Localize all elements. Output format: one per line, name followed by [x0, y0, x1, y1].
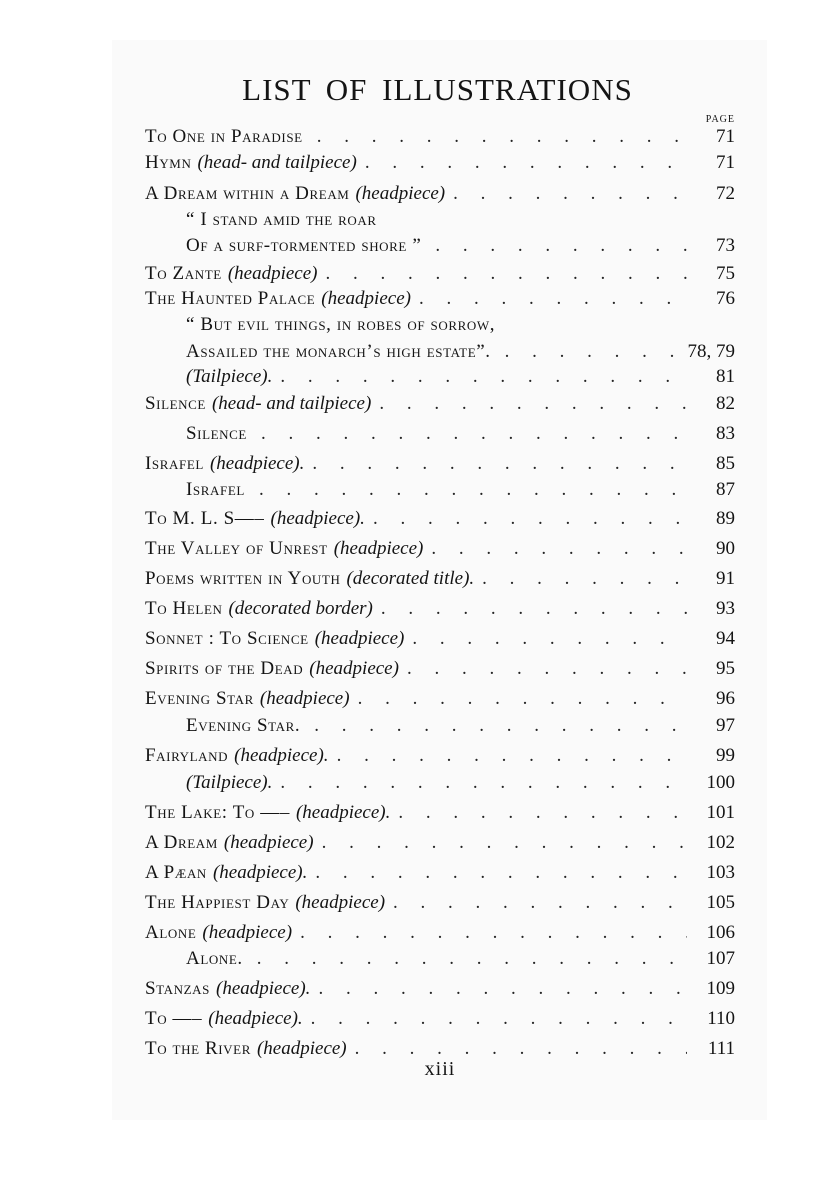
- entry-note: (headpiece): [314, 628, 405, 649]
- dot-leader: [505, 340, 680, 364]
- toc-entry: [186, 313, 735, 337]
- toc-entry: [145, 831, 735, 855]
- dot-leader: [318, 977, 687, 1001]
- entry-title: Poems written in Youth: [145, 568, 341, 589]
- entry-page-number: 90: [716, 538, 735, 559]
- entry-page-number: 110: [707, 1008, 735, 1029]
- dot-leader: [365, 151, 687, 175]
- dot-leader: [358, 687, 687, 711]
- entry-title: Silence: [145, 393, 206, 414]
- entry-note: (headpiece): [295, 892, 386, 913]
- toc-entry: [186, 365, 735, 389]
- entry-title: Silence: [186, 423, 247, 444]
- entry-page-number: 100: [706, 772, 735, 793]
- dot-leader: [337, 744, 687, 768]
- toc-entry: [145, 597, 735, 621]
- entry-note: (headpiece): [321, 288, 411, 309]
- entry-note: (headpiece): [256, 1038, 347, 1059]
- dot-leader: [381, 597, 687, 621]
- toc-entry: [145, 1007, 735, 1031]
- entry-note: (headpiece).: [216, 978, 311, 999]
- entry-title: The Happiest Day: [145, 892, 290, 913]
- toc-entry: [145, 801, 735, 825]
- dot-leader: [482, 567, 687, 591]
- toc-entry: [145, 977, 735, 1001]
- entry-title: A Pæan: [145, 862, 207, 883]
- page-number: xiii: [424, 1058, 456, 1080]
- entry-title: A Dream within a Dream: [145, 183, 350, 204]
- toc-entry: [145, 687, 735, 711]
- dot-leader: [453, 182, 687, 206]
- dot-leader: [419, 287, 687, 311]
- toc-entry: [145, 861, 735, 885]
- toc-entry: [145, 287, 735, 311]
- entry-title: The Lake: To —–: [145, 802, 290, 823]
- entry-page-number: 105: [706, 892, 735, 913]
- entry-page-number: 83: [716, 423, 735, 444]
- entry-page-number: 109: [706, 978, 735, 999]
- entry-title: To Helen: [145, 598, 223, 619]
- dot-leader: [431, 537, 687, 561]
- toc-entry: [145, 507, 735, 531]
- toc-entry: [145, 182, 735, 206]
- entry-note: (headpiece).: [208, 1008, 303, 1029]
- toc-entry: [145, 627, 735, 651]
- entry-title: A Dream: [145, 832, 218, 853]
- entry-note: (headpiece): [202, 922, 293, 943]
- entry-title: Alone.: [186, 948, 243, 969]
- entry-page-number: 89: [716, 508, 735, 529]
- dot-leader: [412, 627, 687, 651]
- entry-page-number: 111: [707, 1038, 735, 1059]
- entry-title: Fairyland: [145, 745, 229, 766]
- entry-page-number: 91: [716, 568, 735, 589]
- dot-leader: [280, 365, 687, 389]
- entry-note: (headpiece).: [209, 453, 305, 474]
- page-title: LIST OF ILLUSTRATIONS: [242, 72, 633, 107]
- entry-note: (decorated border): [228, 598, 373, 619]
- entry-title: Hymn: [145, 152, 192, 173]
- toc-entry: [186, 422, 735, 446]
- entry-title: “ I stand amid the roar: [186, 209, 377, 230]
- dot-leader: [322, 831, 687, 855]
- dot-leader: [325, 262, 687, 286]
- dot-leader: [435, 234, 687, 258]
- entry-page-number: 87: [716, 479, 735, 500]
- dot-leader: [393, 891, 687, 915]
- dot-leader: [373, 507, 687, 531]
- entry-note: (headpiece): [333, 538, 424, 559]
- dot-leader: [379, 392, 687, 416]
- entry-title: Israfel: [186, 479, 245, 500]
- entry-page-number: 71: [716, 152, 735, 173]
- toc-entry: [186, 234, 735, 258]
- entry-page-number: 71: [716, 126, 735, 147]
- dot-leader: [280, 771, 687, 795]
- entry-title: Evening Star.: [186, 715, 301, 736]
- entry-note: (headpiece).: [270, 508, 365, 529]
- entry-page-number: 78, 79: [687, 341, 735, 362]
- entry-note: (Tailpiece).: [186, 772, 273, 793]
- entry-page-number: 82: [716, 393, 735, 414]
- entry-title: The Valley of Unrest: [145, 538, 328, 559]
- entry-title: To One in Paradise: [145, 126, 303, 147]
- dot-leader: [312, 452, 687, 476]
- entry-page-number: 103: [706, 862, 735, 883]
- toc-entry: [186, 714, 735, 738]
- entry-title: Alone: [145, 922, 197, 943]
- entry-title: Evening Star: [145, 688, 254, 709]
- entry-page-number: 76: [716, 288, 735, 309]
- dot-leader: [257, 947, 687, 971]
- entry-page-number: 97: [716, 715, 735, 736]
- entry-page-number: 99: [716, 745, 735, 766]
- dot-leader: [259, 478, 687, 502]
- dot-leader: [315, 861, 687, 885]
- toc-entry: [145, 537, 735, 561]
- toc-entry: [145, 657, 735, 681]
- dot-leader: [261, 422, 687, 446]
- entry-title: Stanzas: [145, 978, 211, 999]
- toc-entry: [145, 262, 735, 286]
- dot-leader: [314, 714, 687, 738]
- toc-entry: [186, 947, 735, 971]
- entry-page-number: 85: [716, 453, 735, 474]
- entry-note: (headpiece).: [212, 862, 308, 883]
- toc-entry: [145, 921, 735, 945]
- toc-entry: [186, 208, 735, 232]
- toc-entry: [145, 567, 735, 591]
- entry-title: Israfel: [145, 453, 204, 474]
- dot-leader: [398, 801, 687, 825]
- entry-page-number: 96: [716, 688, 735, 709]
- entry-page-number: 102: [706, 832, 735, 853]
- entry-page-number: 73: [716, 235, 735, 256]
- dot-leader: [300, 921, 687, 945]
- entry-note: (Tailpiece).: [186, 366, 273, 387]
- entry-note: (headpiece): [309, 658, 399, 679]
- toc-entry: [145, 151, 735, 175]
- dot-leader: [317, 125, 687, 149]
- entry-note: (headpiece): [227, 263, 318, 284]
- toc-entry: [145, 125, 735, 149]
- entry-note: (headpiece).: [295, 802, 391, 823]
- toc-entry: [145, 891, 735, 915]
- entry-title: Spirits of the Dead: [145, 658, 304, 679]
- toc-entry: [145, 392, 735, 416]
- entry-title: Sonnet : To Science: [145, 628, 309, 649]
- entry-title: The Haunted Palace: [145, 288, 316, 309]
- toc-entry: [145, 744, 735, 768]
- entry-title: To Zante: [145, 263, 222, 284]
- entry-note: (decorated title).: [346, 568, 475, 589]
- dot-leader: [407, 657, 687, 681]
- toc-entry: [186, 771, 735, 795]
- toc-entry: [145, 452, 735, 476]
- entry-page-number: 107: [706, 948, 735, 969]
- entry-page-number: 94: [716, 628, 735, 649]
- entry-note: (headpiece): [355, 183, 446, 204]
- entry-note: (headpiece): [223, 832, 314, 853]
- page-column-label: PAGE: [705, 114, 735, 125]
- entry-title: “ But evil things, in robes of sorrow,: [186, 314, 496, 335]
- entry-title: To the River: [145, 1038, 251, 1059]
- entry-page-number: 81: [716, 366, 735, 387]
- entry-page-number: 101: [706, 802, 735, 823]
- entry-title: Of a surf-tormented shore ”: [186, 235, 422, 256]
- entry-note: (head- and tailpiece): [197, 152, 357, 173]
- entry-page-number: 106: [706, 922, 735, 943]
- entry-title: Assailed the monarch’s high estate”.: [186, 341, 491, 362]
- toc-entry: [186, 478, 735, 502]
- entry-page-number: 95: [716, 658, 735, 679]
- entry-note: (headpiece): [259, 688, 350, 709]
- toc-entry: [186, 340, 735, 364]
- entry-title: To M. L. S—–: [145, 508, 265, 529]
- entry-note: (head- and tailpiece): [211, 393, 372, 414]
- entry-page-number: 75: [716, 263, 735, 284]
- entry-page-number: 93: [716, 598, 735, 619]
- entry-note: (headpiece).: [234, 745, 329, 766]
- entry-page-number: 72: [716, 183, 735, 204]
- entry-title: To —–: [145, 1008, 203, 1029]
- dot-leader: [311, 1007, 687, 1031]
